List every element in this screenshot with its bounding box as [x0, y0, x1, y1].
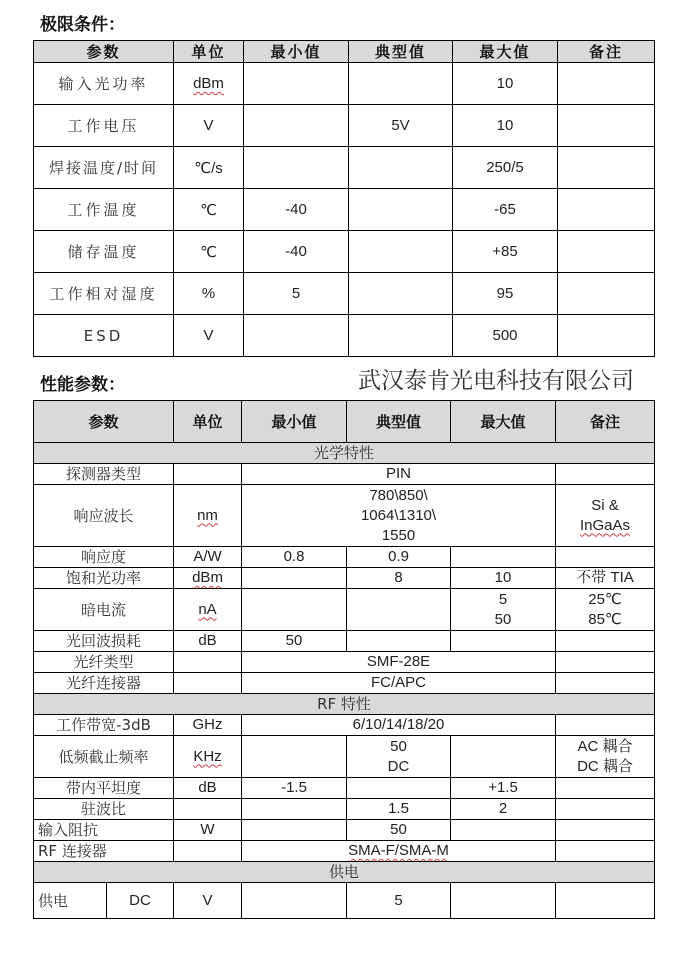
- table-row: [34, 485, 655, 547]
- unit-cell: ℃: [174, 189, 244, 231]
- min-cell: [242, 736, 347, 778]
- table-row: [34, 464, 655, 485]
- table-header-row: [34, 401, 655, 443]
- param-cell: 工作温度: [34, 189, 174, 231]
- table-row: [34, 778, 655, 799]
- unit-cell: A/W: [174, 547, 242, 568]
- section-label-optical: 光学特性: [34, 443, 655, 464]
- note-cell: [556, 652, 655, 673]
- param-cell: 光纤类型: [34, 652, 174, 673]
- value-cell: [242, 485, 556, 547]
- note-cell: [556, 715, 655, 736]
- min-cell: [242, 589, 347, 631]
- note-cell: [556, 673, 655, 694]
- param-cell: 带内平坦度: [34, 778, 174, 799]
- min-cell: [242, 799, 347, 820]
- note-line: AC 耦合: [577, 737, 633, 755]
- param-cell: 暗电流: [34, 589, 174, 631]
- param-cell: 驻波比: [34, 799, 174, 820]
- min-cell: 0.8: [242, 547, 347, 568]
- min-cell: 5: [244, 273, 349, 315]
- note-line: DC 耦合: [577, 757, 633, 775]
- min-cell: [244, 63, 349, 105]
- section-row-optical: [34, 443, 655, 464]
- table-row: [34, 820, 655, 841]
- min-cell: -1.5: [242, 778, 347, 799]
- unit-cell: V: [174, 883, 242, 919]
- note-cell: [556, 589, 655, 631]
- note-cell: [556, 820, 655, 841]
- param-cell: 供电: [34, 883, 107, 919]
- min-cell: -40: [244, 189, 349, 231]
- table-row: [34, 736, 655, 778]
- unit-cell: [174, 63, 244, 105]
- table-row: [34, 147, 655, 189]
- section-row-power: [34, 862, 655, 883]
- param-cell: 工作相对湿度: [34, 273, 174, 315]
- note-line: Si &: [591, 496, 619, 514]
- typ-cell: 50: [347, 820, 451, 841]
- table-row: [34, 589, 655, 631]
- section-label-power: 供电: [34, 862, 655, 883]
- table-row: [34, 273, 655, 315]
- section-label-rf: RF 特性: [34, 694, 655, 715]
- value-cell: FC/APC: [242, 673, 556, 694]
- param-cell: 饱和光功率: [34, 568, 174, 589]
- section-row-rf: [34, 694, 655, 715]
- note-cell: [556, 841, 655, 862]
- max-cell: [451, 736, 556, 778]
- note-cell: [558, 189, 655, 231]
- param-cell: 输入阻抗: [34, 820, 174, 841]
- header-param: 参数: [34, 401, 174, 443]
- min-cell: [244, 147, 349, 189]
- unit-cell: dB: [174, 778, 242, 799]
- table-row: [34, 315, 655, 357]
- note-cell: [558, 147, 655, 189]
- param-cell: 输入光功率: [34, 63, 174, 105]
- table-row: [34, 105, 655, 147]
- param-cell: 储存温度: [34, 231, 174, 273]
- param-cell: 工作电压: [34, 105, 174, 147]
- performance-table: [33, 400, 655, 919]
- typ-cell: 5V: [349, 105, 453, 147]
- note-line: 25℃: [588, 590, 622, 608]
- typ-cell: [349, 63, 453, 105]
- param-cell: 响应度: [34, 547, 174, 568]
- note-line: 85℃: [588, 610, 622, 628]
- typ-cell: 8: [347, 568, 451, 589]
- unit-text: nA: [198, 600, 217, 618]
- unit-cell: V: [174, 315, 244, 357]
- unit-text: nm: [197, 506, 218, 524]
- unit-cell: V: [174, 105, 244, 147]
- note-cell: [556, 799, 655, 820]
- unit-text: dBm: [193, 75, 224, 92]
- typ-cell: 0.9: [347, 547, 451, 568]
- unit-cell: W: [174, 820, 242, 841]
- note-cell: [556, 778, 655, 799]
- header-note: 备注: [558, 41, 655, 63]
- note-cell: [558, 63, 655, 105]
- note-cell: [556, 883, 655, 919]
- max-line: 5: [498, 590, 508, 608]
- header-param: 参数: [34, 41, 174, 63]
- note-cell: [558, 105, 655, 147]
- unit-cell: dB: [174, 631, 242, 652]
- unit-cell: [174, 736, 242, 778]
- max-cell: 10: [453, 63, 558, 105]
- min-cell: -40: [244, 231, 349, 273]
- min-cell: 50: [242, 631, 347, 652]
- param-cell: 光回波损耗: [34, 631, 174, 652]
- header-typ: 典型值: [349, 41, 453, 63]
- limit-conditions-title: 极限条件：: [40, 15, 125, 35]
- unit-cell: GHz: [174, 715, 242, 736]
- header-unit: 单位: [174, 401, 242, 443]
- typ-cell: [347, 589, 451, 631]
- value-cell: PIN: [242, 464, 556, 485]
- note-cell: [558, 315, 655, 357]
- max-cell: 10: [453, 105, 558, 147]
- note-cell: [556, 736, 655, 778]
- typ-cell: [349, 315, 453, 357]
- max-cell: 250/5: [453, 147, 558, 189]
- note-cell: [558, 273, 655, 315]
- typ-cell: [347, 631, 451, 652]
- value-cell: [242, 841, 556, 862]
- param-cell: ESD: [34, 315, 174, 357]
- value-cell: SMF-28E: [242, 652, 556, 673]
- typ-line: 50: [390, 737, 407, 755]
- param-cell: 光纤连接器: [34, 673, 174, 694]
- table-header-row: [34, 41, 655, 63]
- param-cell: 工作带宽-3dB: [34, 715, 174, 736]
- unit-cell: [174, 568, 242, 589]
- typ-line: DC: [387, 757, 410, 775]
- value-line: 1550: [381, 526, 416, 544]
- value-text: SMA-F/SMA-M: [348, 842, 449, 859]
- max-cell: 10: [451, 568, 556, 589]
- table-row: [34, 883, 655, 919]
- unit-cell: [174, 485, 242, 547]
- min-cell: [242, 883, 347, 919]
- unit-text: KHz: [193, 747, 222, 765]
- max-cell: [451, 547, 556, 568]
- max-cell: 2: [451, 799, 556, 820]
- header-max: 最大值: [451, 401, 556, 443]
- typ-cell: [349, 273, 453, 315]
- typ-cell: [349, 189, 453, 231]
- max-cell: [451, 631, 556, 652]
- performance-title: 性能参数：: [40, 375, 125, 395]
- table-row: [34, 63, 655, 105]
- typ-cell: 5: [347, 883, 451, 919]
- max-cell: 500: [453, 315, 558, 357]
- min-cell: [242, 568, 347, 589]
- param-cell: 低频截止频率: [34, 736, 174, 778]
- note-cell: [556, 485, 655, 547]
- typ-cell: 1.5: [347, 799, 451, 820]
- table-row: [34, 799, 655, 820]
- table-row: [34, 715, 655, 736]
- note-cell: [556, 547, 655, 568]
- note-cell: 不带 TIA: [556, 568, 655, 589]
- unit-cell: ℃: [174, 231, 244, 273]
- unit-cell: ℃/s: [174, 147, 244, 189]
- table-row: [34, 631, 655, 652]
- table-row: [34, 568, 655, 589]
- value-cell: 6/10/14/18/20: [242, 715, 556, 736]
- company-name: 武汉泰肯光电科技有限公司: [358, 368, 634, 394]
- min-cell: [244, 315, 349, 357]
- max-cell: [451, 820, 556, 841]
- unit-cell: %: [174, 273, 244, 315]
- note-cell: [556, 464, 655, 485]
- table-row: [34, 673, 655, 694]
- unit-cell: [174, 841, 242, 862]
- value-line: 780\850\: [369, 486, 428, 504]
- min-cell: [244, 105, 349, 147]
- max-cell: [451, 883, 556, 919]
- header-min: 最小值: [242, 401, 347, 443]
- unit-cell: [174, 652, 242, 673]
- typ-cell: [347, 736, 451, 778]
- limit-conditions-table: [33, 40, 655, 357]
- typ-cell: [347, 778, 451, 799]
- table-row: [34, 652, 655, 673]
- max-cell: +85: [453, 231, 558, 273]
- param-cell: 焊接温度/时间: [34, 147, 174, 189]
- unit-cell: [174, 589, 242, 631]
- note-cell: [556, 631, 655, 652]
- header-note: 备注: [556, 401, 655, 443]
- min-cell: [242, 820, 347, 841]
- param-cell: 探测器类型: [34, 464, 174, 485]
- max-cell: +1.5: [451, 778, 556, 799]
- table-row: [34, 547, 655, 568]
- param-cell: RF 连接器: [34, 841, 174, 862]
- max-line: 50: [494, 610, 512, 628]
- table-row: [34, 231, 655, 273]
- header-max: 最大值: [453, 41, 558, 63]
- unit-cell: [174, 673, 242, 694]
- table-row: [34, 189, 655, 231]
- max-cell: -65: [453, 189, 558, 231]
- typ-cell: [349, 147, 453, 189]
- sub-param-cell: DC: [107, 883, 174, 919]
- table-row: [34, 841, 655, 862]
- note-cell: [558, 231, 655, 273]
- typ-cell: [349, 231, 453, 273]
- unit-cell: [174, 464, 242, 485]
- header-min: 最小值: [244, 41, 349, 63]
- header-unit: 单位: [174, 41, 244, 63]
- unit-text: dBm: [192, 569, 223, 586]
- header-typ: 典型值: [347, 401, 451, 443]
- value-line: 1064\1310\: [360, 506, 437, 524]
- max-cell: [451, 589, 556, 631]
- param-cell: 响应波长: [34, 485, 174, 547]
- note-line: InGaAs: [580, 516, 631, 534]
- unit-cell: [174, 799, 242, 820]
- max-cell: 95: [453, 273, 558, 315]
